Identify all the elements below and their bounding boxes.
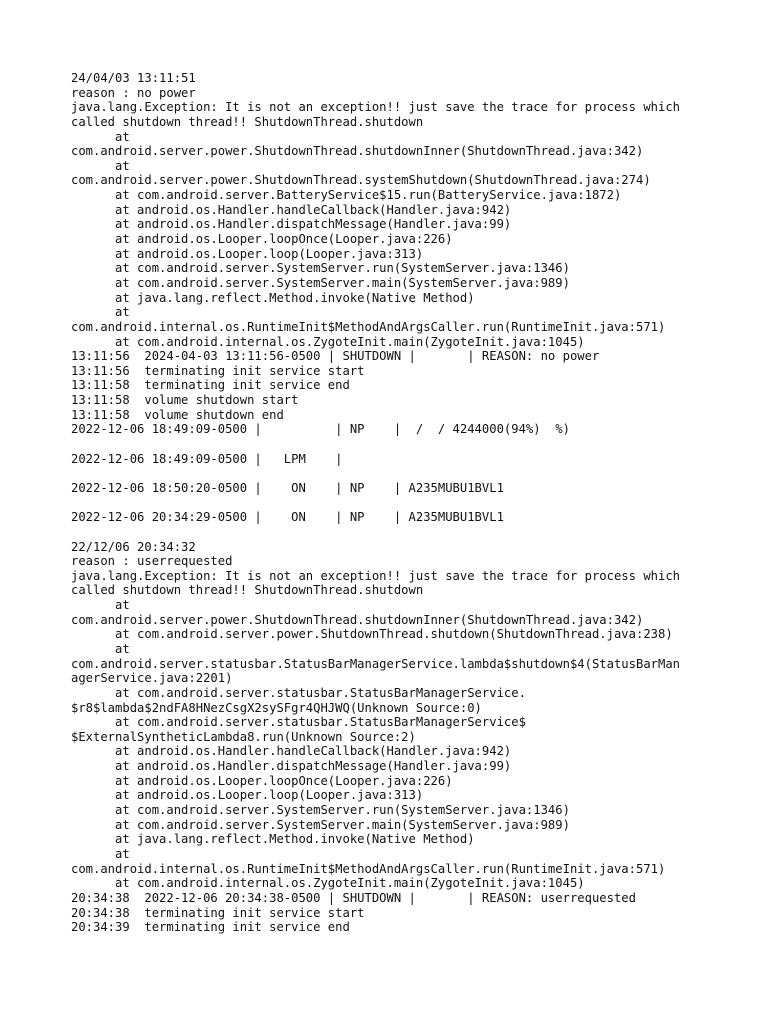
- log-line: at com.android.internal.os.ZygoteInit.main(ZygoteInit.java:1045): [71, 334, 585, 349]
- log-line: at com.android.server.statusbar.StatusBarManagerService.: [71, 685, 526, 700]
- log-line: 2022-12-06 18:49:09-0500 | | NP | / / 4244000(94%) %): [71, 422, 570, 437]
- log-line: com.android.internal.os.RuntimeInit$MethodAndArgsCaller.run(RuntimeInit.java:571): [71, 319, 666, 334]
- log-line: java.lang.Exception: It is not an exception!! just save the trace for process which: [71, 100, 681, 115]
- log-line: at: [71, 305, 130, 320]
- blank-line: [71, 525, 761, 540]
- log-line: 13:11:56 terminating init service start: [71, 363, 365, 378]
- log-document: [71, 71, 761, 935]
- log-line: at com.android.server.statusbar.StatusBarManagerService$: [71, 715, 526, 730]
- log-line: 13:11:58 volume shutdown start: [71, 393, 299, 408]
- log-line: 2022-12-06 18:50:20-0500 | ON | NP | A235MUBU1BVL1: [71, 480, 504, 495]
- log-line: at android.os.Looper.loopOnce(Looper.java:226): [71, 232, 453, 247]
- log-line: at android.os.Looper.loop(Looper.java:313): [71, 246, 424, 261]
- log-line: at com.android.server.SystemServer.run(SystemServer.java:1346): [71, 803, 570, 818]
- log-line: at android.os.Looper.loop(Looper.java:313): [71, 788, 424, 803]
- log-line: 13:11:56 2024-04-03 13:11:56-0500 | SHUTDOWN | | REASON: no power: [71, 349, 600, 364]
- log-line: 22/12/06 20:34:32: [71, 539, 196, 554]
- log-line: 20:34:38 2022-12-06 20:34:38-0500 | SHUTDOWN | | REASON: userrequested: [71, 890, 636, 905]
- log-line: at com.android.server.SystemServer.run(SystemServer.java:1346): [71, 261, 570, 276]
- log-line: at: [71, 129, 130, 144]
- log-line: at java.lang.reflect.Method.invoke(Native Method): [71, 290, 475, 305]
- log-line: at android.os.Handler.dispatchMessage(Handler.java:99): [71, 217, 512, 232]
- log-line: 13:11:58 volume shutdown end: [71, 407, 284, 422]
- log-line: at com.android.server.power.ShutdownThread.shutdown(ShutdownThread.java:238): [71, 627, 673, 642]
- log-line: called shutdown thread!! ShutdownThread.shutdown: [71, 114, 424, 129]
- log-line: called shutdown thread!! ShutdownThread.shutdown: [71, 583, 424, 598]
- log-line: at android.os.Handler.handleCallback(Handler.java:942): [71, 202, 512, 217]
- blank-line: [71, 466, 761, 481]
- log-line: reason : no power: [71, 85, 196, 100]
- log-line: 24/04/03 13:11:51: [71, 71, 196, 85]
- log-line: at android.os.Handler.dispatchMessage(Handler.java:99): [71, 759, 512, 774]
- log-line: java.lang.Exception: It is not an exception!! just save the trace for process which: [71, 568, 681, 583]
- log-line: at com.android.server.SystemServer.main(SystemServer.java:989): [71, 817, 570, 832]
- log-line: 2022-12-06 20:34:29-0500 | ON | NP | A235MUBU1BVL1: [71, 510, 504, 525]
- log-line: 2022-12-06 18:49:09-0500 | LPM |: [71, 451, 343, 466]
- log-line: com.android.server.statusbar.StatusBarManagerService.lambda$shutdown$4(StatusBarMan: [71, 656, 681, 671]
- log-line: $ExternalSyntheticLambda8.run(Unknown Source:2): [71, 729, 416, 744]
- log-line: at com.android.server.SystemServer.main(SystemServer.java:989): [71, 275, 570, 290]
- log-line: reason : userrequested: [71, 554, 233, 569]
- log-line: agerService.java:2201): [71, 671, 233, 686]
- log-line: at: [71, 641, 130, 656]
- log-line: 20:34:39 terminating init service end: [71, 920, 350, 935]
- log-line: at android.os.Looper.loopOnce(Looper.java:226): [71, 773, 453, 788]
- blank-line: [71, 496, 761, 511]
- log-line: com.android.server.power.ShutdownThread.shutdownInner(ShutdownThread.java:342): [71, 612, 644, 627]
- log-line: com.android.server.power.ShutdownThread.systemShutdown(ShutdownThread.java:274): [71, 173, 651, 188]
- log-line: at: [71, 158, 130, 173]
- log-line: at com.android.server.BatteryService$15.run(BatteryService.java:1872): [71, 188, 622, 203]
- log-line: $r8$lambda$2ndFA8HNezCsgX2sySFgr4QHJWQ(Unknown Source:0): [71, 700, 482, 715]
- log-line: com.android.internal.os.RuntimeInit$MethodAndArgsCaller.run(RuntimeInit.java:571): [71, 861, 666, 876]
- log-line: com.android.server.power.ShutdownThread.shutdownInner(ShutdownThread.java:342): [71, 144, 644, 159]
- log-line: at android.os.Handler.handleCallback(Handler.java:942): [71, 744, 512, 759]
- log-line: 13:11:58 terminating init service end: [71, 378, 350, 393]
- log-line: 20:34:38 terminating init service start: [71, 905, 365, 920]
- log-line: at: [71, 846, 130, 861]
- log-line: at: [71, 598, 130, 613]
- blank-line: [71, 437, 761, 452]
- log-line: at com.android.internal.os.ZygoteInit.main(ZygoteInit.java:1045): [71, 876, 585, 891]
- log-line: at java.lang.reflect.Method.invoke(Native Method): [71, 832, 475, 847]
